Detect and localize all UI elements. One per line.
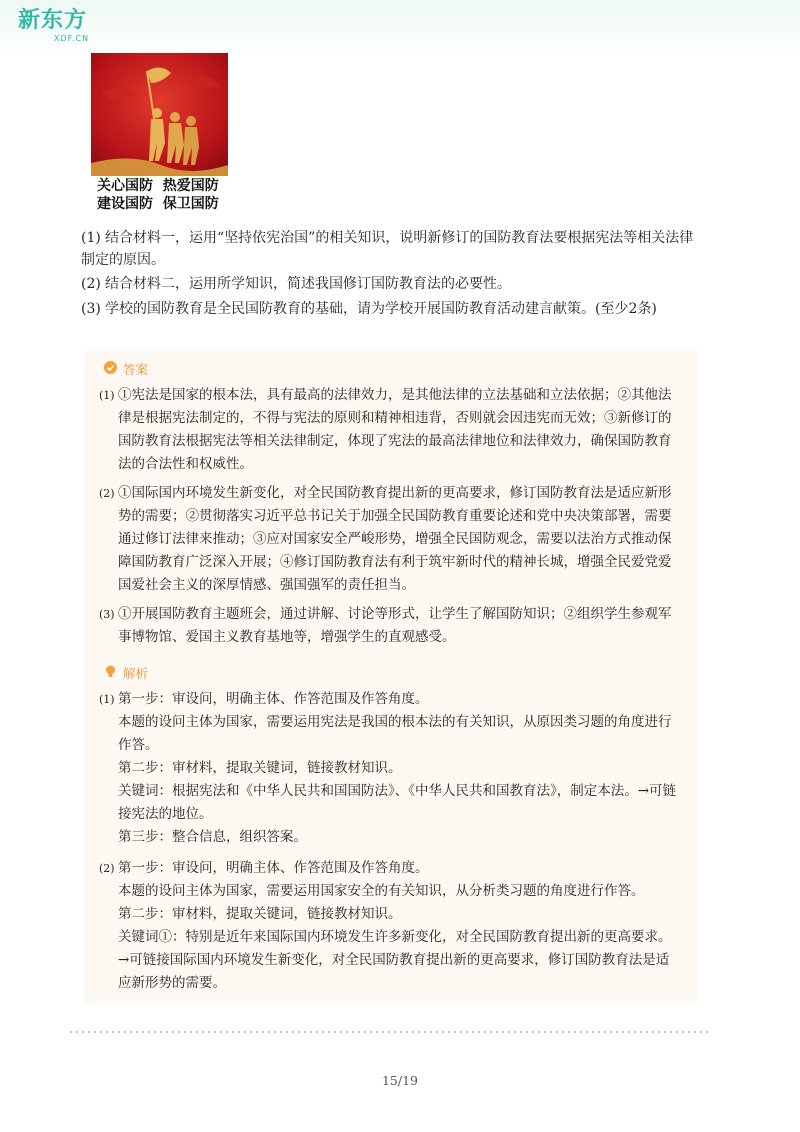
analysis-line: 关键词：根据宪法和《中华人民共和国国防法》、《中华人民共和国教育法》，制定本法。→可链接宪法的地位。 (118, 783, 677, 822)
answer-number: (2) (99, 487, 115, 500)
analysis-number: (1) (99, 693, 115, 706)
answer-text: ①国际国内环境发生新变化，对全民国防教育提出新的更高要求，修订国防教育法是适应新形势的需要；②贯彻落实习近平总书记关于加强全民国防教育重要论述和党中央决策部署，需要通过修订法律来推动；③应对国家安全严峻形势，增强全民国防观念，需要以法治方式推动保障国防教育广泛深入开展；④修订国防教育法有利于筑牢新时代的精神长城，增强全民爱党爱国爱社会主义的深厚情感、强国强军的责任担当。 (118, 485, 672, 593)
question-number: (2) (81, 276, 101, 292)
header-band (0, 0, 800, 60)
question-number: (3) (81, 301, 101, 317)
analysis-part-2 (99, 857, 679, 995)
answer-item-2 (99, 482, 679, 597)
analysis-line: 本题的设问主体为国家，需要运用国家安全的有关知识，从分析类习题的角度进行作答。 (118, 883, 645, 899)
answer-text: ①宪法是国家的根本法，具有最高的法律效力，是其他法律的立法基础和立法依据；②其他法律是根据宪法制定的，不得与宪法的原则和精神相违背，否则就会因违宪而无效；③新修订的国防教育法根据宪法等相关法律制定，体现了宪法的最高法律地位和法律效力，确保国防教育法的合法性和权威性。 (118, 387, 672, 472)
analysis-part-1 (99, 688, 679, 849)
answer-text: ①开展国防教育主题班会，通过讲解、讨论等形式，让学生了解国防知识；②组织学生参观军事博物馆、爱国主义教育基地等，增强学生的直观感受。 (118, 606, 672, 645)
analysis-line: 第二步：审材料，提取关键词，链接教材知识。 (118, 760, 402, 776)
dotted-divider (68, 1031, 712, 1033)
poster-caption-line2: 建设国防 保卫国防 (97, 196, 219, 212)
page-number: 15/19 (381, 1073, 419, 1088)
poster-caption-line1: 关心国防 热爱国防 (97, 178, 219, 194)
lightbulb-icon (104, 665, 117, 678)
question-2 (81, 273, 701, 295)
analysis-line: 第一步：审设问，明确主体、作答范围及作答角度。 (118, 691, 429, 707)
national-defense-poster-image (91, 53, 228, 176)
checkmark-badge-icon (104, 361, 117, 374)
answer-item-1 (99, 384, 679, 476)
answer-number: (1) (99, 389, 115, 402)
analysis-line: 第二步：审材料，提取关键词，链接教材知识。 (118, 906, 402, 922)
logo-subtext: XDF.CN (54, 34, 90, 43)
analysis-line: 关键词①：特别是近年来国际国内环境发生许多新变化，对全民国防教育提出新的更高要求。→可链接国际国内环境发生新变化，对全民国防教育提出新的更高要求，修订国防教育法是适应新形势的需要。 (118, 929, 672, 991)
brand-logo (18, 8, 90, 43)
question-text: 结合材料一，运用“坚持依宪治国”的相关知识，说明新修订的国防教育法要根据宪法等相关法律制定的原因。 (81, 230, 694, 268)
question-text: 学校的国防教育是全民国防教育的基础，请为学校开展国防教育活动建言献策。(至少2条) (105, 301, 657, 317)
logo-text: 新东方 (18, 8, 88, 33)
question-text: 结合材料二，运用所学知识，简述我国修订国防教育法的必要性。 (105, 276, 511, 292)
analysis-line: 本题的设问主体为国家，需要运用宪法是我国的根本法的有关知识，从原因类习题的角度进行作答。 (118, 714, 672, 753)
answer-heading: 答案 (123, 362, 149, 377)
poster-illustration (91, 53, 228, 176)
question-number: (1) (81, 230, 101, 246)
analysis-line: 第一步：审设问，明确主体、作答范围及作答角度。 (118, 860, 429, 876)
analysis-number: (2) (99, 862, 115, 875)
question-3 (81, 298, 701, 320)
analysis-heading: 解析 (123, 666, 149, 681)
answer-item-3 (99, 603, 679, 649)
analysis-line: 第三步：整合信息，组织答案。 (118, 829, 307, 845)
question-1 (81, 227, 701, 271)
answer-number: (3) (99, 608, 115, 621)
poster-caption (97, 177, 219, 213)
